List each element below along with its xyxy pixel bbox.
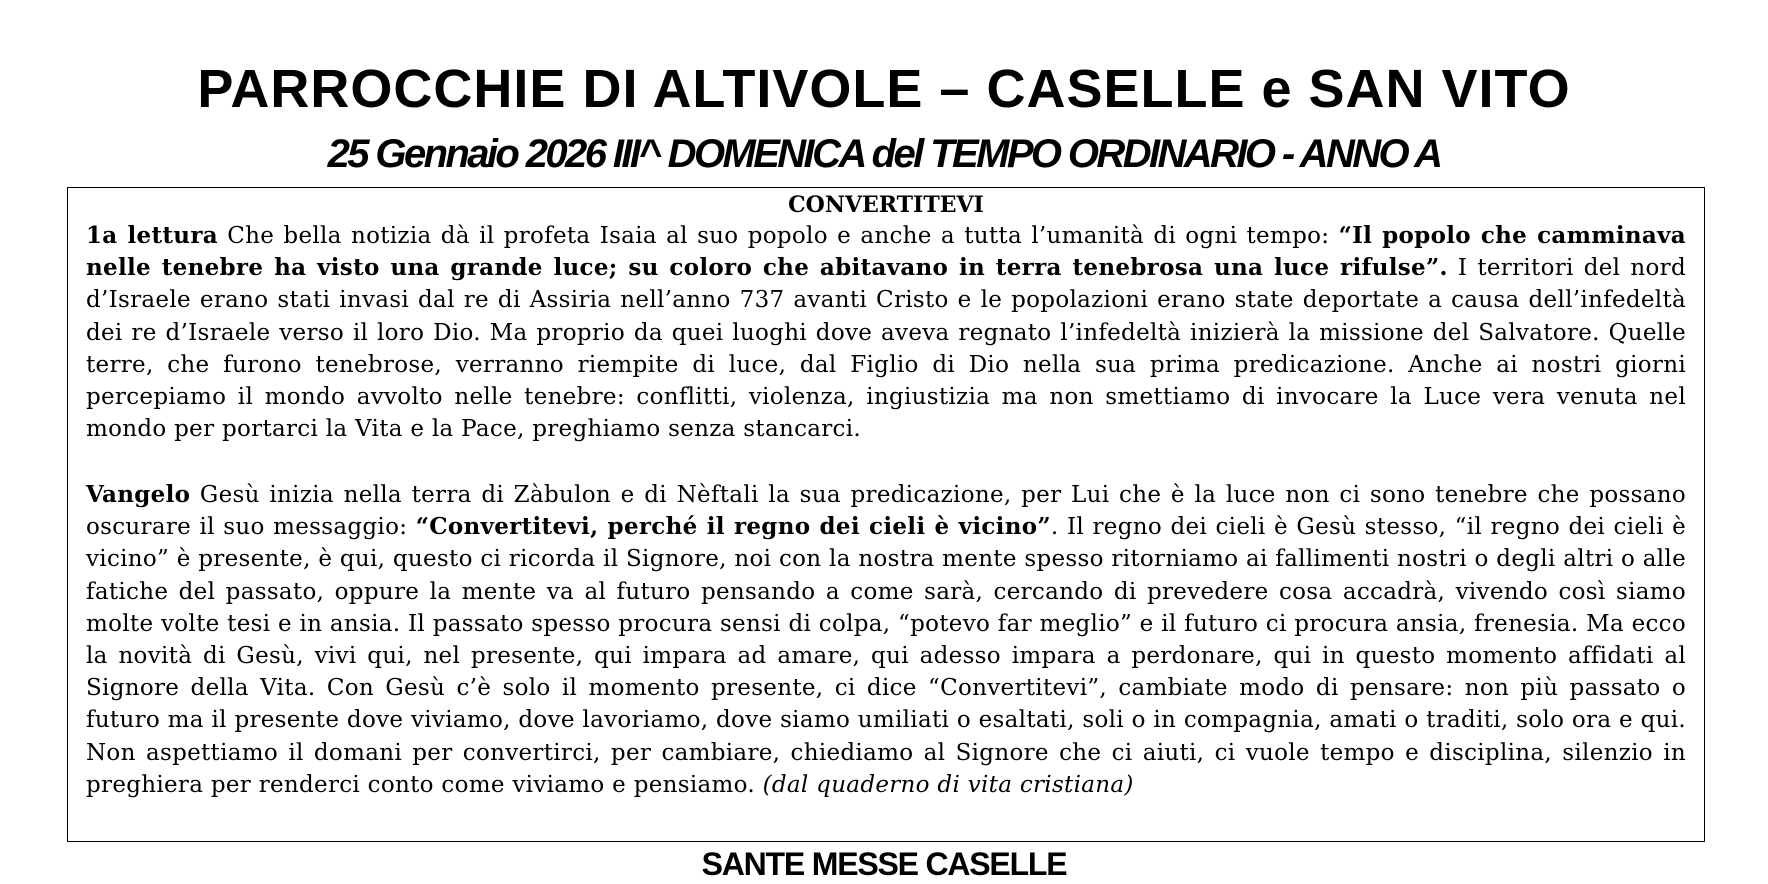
commentary-heading: CONVERTITEVI	[788, 192, 984, 218]
first-reading-intro: Che bella notizia dà il profeta Isaia al suo popolo e anche a tutta l’umanità di ogni tempo:	[217, 223, 1339, 249]
gospel-quote: “Convertitevi, perché il regno dei cieli è vicino”	[415, 513, 1051, 541]
first-reading-label: 1a lettura	[86, 222, 218, 249]
commentary-box	[67, 187, 1705, 842]
page-title: PARROCCHIE DI ALTIVOLE – CASELLE e SAN VITO	[197, 59, 1571, 119]
gospel-source: (dal quaderno di vita cristiana)	[762, 771, 1134, 798]
gospel-body: . Il regno dei cieli è Gesù stesso, “il regno dei cieli è vicino” è presente, è qui, questo ci ricorda il Signore, noi con la nostra mente spesso ritorniamo ai fallimenti nostri o degli altri o alle fatiche del passato, oppure la mente va al futuro pensando a come sarà, cercando di prevedere cosa accadrà, vivendo così siamo molte volte tesi e in ansia. Il passato spesso procura sensi di colpa, “potevo far meglio” e il futuro ci procura ansia, frenesia. Ma ecco la novità di Gesù, vivi qui, nel presente, qui impara ad amare, qui adesso impara a perdonare, qui in questo momento affidati al Signore della Vita. Con Gesù c’è solo il momento presente, ci dice “Convertitevi”, cambiate modo di pensare: non più passato o futuro ma il presente dove viviamo, dove lavoriamo, dove siamo umiliati o esaltati, soli o in compagnia, amati o traditi, solo ora e qui. Non aspettiamo il domani per convertirci, per cambiare, chiediamo al Signore che ci aiuti, ci vuole tempo e disciplina, silenzio in preghiera per renderci conto come viviamo e pensiamo.	[86, 514, 1686, 798]
page-subtitle: 25 Gennaio 2026 III^ DOMENICA del TEMPO ORDINARIO - ANNO A	[327, 132, 1441, 176]
first-reading-paragraph	[86, 220, 1686, 445]
mass-schedule-heading: SANTE MESSE CASELLE	[701, 846, 1067, 882]
gospel-paragraph	[86, 479, 1686, 801]
first-reading-body: I territori del nord d’Israele erano stati invasi dal re di Assiria nell’anno 737 avanti Cristo e le popolazioni erano state deportate a causa dell’infedeltà dei re d’Israele verso il loro Dio. Ma proprio da quei luoghi dove aveva regnato l’infedeltà inizierà la missione del Salvatore. Quelle terre, che furono tenebrose, verranno riempite di luce, dal Figlio di Dio nella sua prima predicazione. Anche ai nostri giorni percepiamo il mondo avvolto nelle tenebre: conflitti, violenza, ingiustizia ma non smettiamo di invocare la Luce vera venuta nel mondo per portarci la Vita e la Pace, preghiamo senza stancarci.	[86, 255, 1686, 443]
gospel-intro: Gesù inizia nella terra di Zàbulon e di Nèftali la sua predicazione, per Lui che è la luce non ci sono tenebre che possano oscurare il suo messaggio:	[86, 482, 1686, 541]
first-reading-quote: “Il popolo che camminava nelle tenebre ha visto una grande luce; su coloro che abitavano in terra tenebrosa una luce rifulse”.	[86, 222, 1686, 282]
gospel-label: Vangelo	[86, 481, 191, 508]
